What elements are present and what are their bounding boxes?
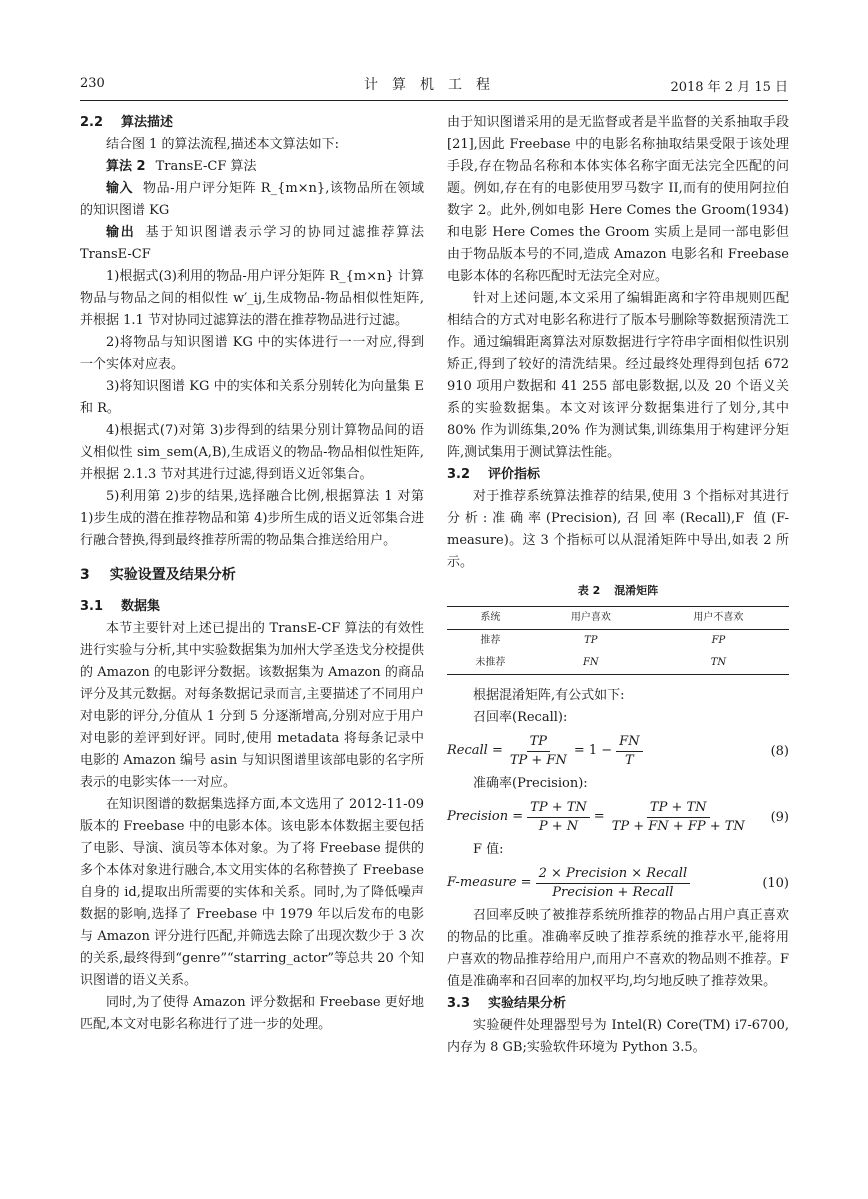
algorithm-title: 算法 2 TransE-CF 算法	[106, 159, 257, 174]
right-column	[447, 112, 789, 1059]
running-header	[80, 74, 788, 96]
confusion-matrix-table	[447, 606, 789, 675]
paragraph: 在知识图谱的数据集选择方面,本文选用了 2012-11-09 版本的 Freebase 中的电影本体。该电影本体数据主要包括了电影、导演、演员等本体对象。为了将 Freebase 提供的多个本体对象进行融合,本文用实体的名称替换了 Freebase 自身的 id,提取出所需要的实体和关系。同时,为了降低噪声数据的影响,选择了 Freebase 中 1979 年以后发布的电影与 Amazon 评分进行匹配,并筛选去除了出现次数少于 3 次的关系,最终得到“genre”“starring_actor”等总共 20 个知识图谱的语义关系。	[80, 797, 424, 988]
left-column	[80, 112, 424, 1036]
equation-number: (9)	[770, 810, 789, 825]
algorithm-step: 1)根据式(3)利用的物品-用户评分矩阵 R_{m×n} 计算物品与物品之间的相似性 w′_ij,生成物品-物品相似性矩阵,并根据 1.1 节对协同过滤算法的潜在推荐物品进行过滤。	[80, 269, 424, 328]
equation-label: F 值:	[473, 842, 504, 857]
table-caption: 表 2 混淆矩阵	[577, 584, 659, 597]
table-cell: TP	[584, 635, 598, 646]
table-header-cell: 系统	[447, 607, 534, 630]
paragraph: 根据混淆矩阵,有公式如下:	[473, 688, 625, 703]
table-cell: 未推荐	[447, 652, 534, 675]
paragraph: 由于知识图谱采用的是无监督或者是半监督的关系抽取手段[21],因此 Freebase 中的电影名称抽取结果受限于该处理手段,存在物品名称和本体实体名称字面无法完全匹配的问题。例如,存在有的电影使用罗马数字 II,而有的使用阿拉伯数字 2。此外,例如电影 Here Comes the Groom(1934)和电影 Here Comes the Groom 实质上是同一部电影但由于物品版本号的不同,造成 Amazon 电影名和 Freebase 电影本体的名称匹配时无法完全对应。	[447, 115, 789, 284]
issue-date: 2018 年 2 月 15 日	[670, 80, 788, 95]
algorithm-step: 2)将物品与知识图谱 KG 中的实体进行一一对应,得到一个实体对应表。	[80, 335, 424, 372]
table-row	[447, 652, 789, 675]
subsection-heading: 3.1 数据集	[80, 599, 161, 614]
subsection-heading: 3.2 评价指标	[447, 467, 541, 482]
table-header-row	[447, 607, 789, 630]
equation-number: (8)	[770, 744, 789, 759]
algorithm-output: 输出 基于知识图谱表示学习的协同过滤推荐算法 TransE-CF	[80, 225, 424, 262]
page-number: 230	[80, 76, 105, 91]
table-cell: TN	[648, 652, 789, 675]
paragraph: 本节主要针对上述已提出的 TransE-CF 算法的有效性进行实验与分析,其中实验数据集为加州大学圣迭戈分校提供的 Amazon 的电影评分数据。该数据集为 Amazon 的商品评分及其元数据。对每条数据记录而言,主要描述了不同用户对电影的评分,分值从 1 分到 5 分逐渐增高,分别对应于用户对电影的差评到好评。同时,使用 metadata 将每条记录中电影的 Amazon 编号 asin 与知识图谱里该部电影的名字所表示的电影实体一一对应。	[80, 621, 424, 790]
equation-label: 准确率(Precision):	[473, 776, 588, 791]
section-heading: 2.2 算法描述	[80, 115, 174, 130]
equation-number: (10)	[762, 876, 789, 891]
table-cell: 推荐	[480, 635, 501, 646]
equation-10: F-measure = $\frac{\text{2 × Precision × Recall}}{\text{Precision + Recall}}$ (10)	[447, 865, 789, 900]
paragraph: 同时,为了使得 Amazon 评分数据和 Freebase 更好地匹配,本文对电影名称进行了进一步的处理。	[80, 995, 424, 1032]
table-header-cell: 用户喜欢	[534, 607, 648, 630]
equation-label: 召回率(Recall):	[473, 710, 568, 725]
paragraph: 针对上述问题,本文采用了编辑距离和字符串规则匹配相结合的方式对电影名称进行了版本号删除等数据预清洗工作。通过编辑距离算法对原数据进行字符串字面相似性识别矫正,得到了较好的清洗结果。经过最终处理得到包括 672 910 项用户数据和 41 255 部电影数据,以及 20 个语义关系的实验数据集。本文对该评分数据集进行了划分,其中 80% 作为训练集,20% 作为测试集,训练集用于构建评分矩阵,测试集用于测试算法性能。	[447, 291, 789, 460]
section-heading: 3 实验设置及结果分析	[80, 567, 236, 583]
equation-9: Precision = $\frac{TP + TN}{P + N}$ = $\frac{TP + TN}{TP + FN + FP + TN}$ (9)	[447, 799, 789, 834]
table-header-cell: 用户不喜欢	[648, 607, 789, 630]
table-cell: FP	[711, 635, 726, 646]
header-rule	[80, 100, 788, 101]
table-cell: FN	[534, 652, 648, 675]
algorithm-input: 输入 物品-用户评分矩阵 R_{m×n},该物品所在领域的知识图谱 KG	[80, 181, 424, 218]
paragraph: 结合图 1 的算法流程,描述本文算法如下:	[106, 137, 340, 152]
algorithm-step: 4)根据式(7)对第 3)步得到的结果分别计算物品间的语义相似性 sim_sem(A,B),生成语义的物品-物品相似性矩阵,并根据 2.1.3 节对其进行过滤,得到语义近邻集合。	[80, 423, 424, 482]
algorithm-step: 3)将知识图谱 KG 中的实体和关系分别转化为向量集 E 和 R。	[80, 379, 424, 416]
paragraph: 实验硬件处理器型号为 Intel(R) Core(TM) i7-6700,内存为 8 GB;实验软件环境为 Python 3.5。	[447, 1018, 789, 1055]
paragraph: 召回率反映了被推荐系统所推荐的物品占用户真正喜欢的物品的比重。准确率反映了推荐系统的推荐水平,能将用户喜欢的物品推荐给用户,而用户不喜欢的物品则不推荐。F 值是准确率和召回率的加权平均,均匀地反映了推荐效果。	[447, 908, 789, 989]
paragraph: 对于推荐系统算法推荐的结果,使用 3 个指标对其进行分析:准确率(Precision),召回率(Recall),F 值(F-measure)。这 3 个指标可以从混淆矩阵中导出,如表 2 所示。	[447, 489, 789, 570]
algorithm-step: 5)利用第 2)步的结果,选择融合比例,根据算法 1 对第 1)步生成的潜在推荐物品和第 4)步所生成的语义近邻集合进行融合替换,得到最终推荐所需的物品集合推送给用户。	[80, 489, 424, 548]
journal-name: 计算机工程	[364, 77, 504, 93]
table-row	[447, 630, 789, 653]
subsection-heading: 3.3 实验结果分析	[447, 996, 567, 1011]
equation-8: Recall = $\frac{TP}{TP + FN}$ = 1 − $\frac{FN}{T}$ (8)	[447, 733, 789, 768]
